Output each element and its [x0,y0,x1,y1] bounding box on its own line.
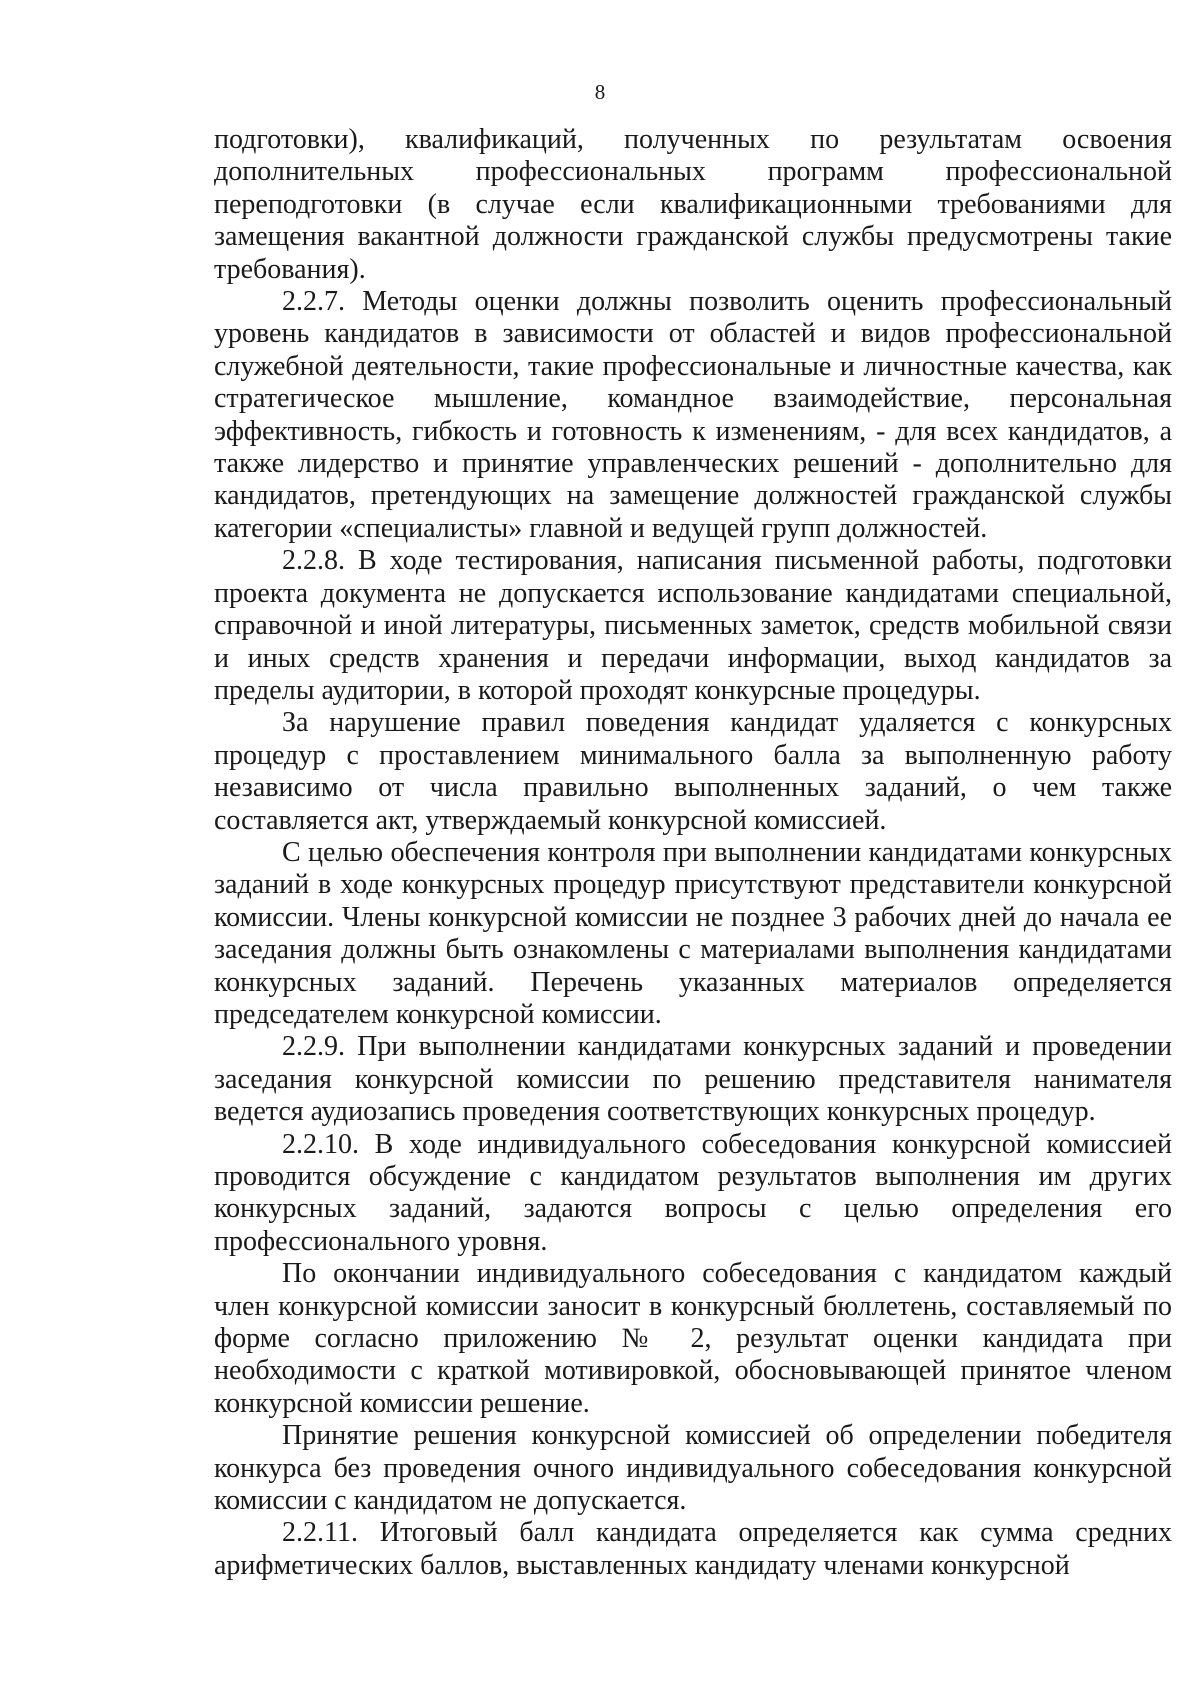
paragraph-control: С целью обеспечения контроля при выполнении кандидатами конкурсных заданий в ходе конкурсных процедур присутствуют представители конкурсной комиссии. Члены конкурсной комиссии не позднее 3 рабочих дней до начала ее заседания должны быть ознакомлены с материалами выполнения кандидатами конкурсных заданий. Перечень указанных материалов определяется председателем конкурсной комиссии. [214,836,1172,1030]
paragraph-2-2-8: 2.2.8. В ходе тестирования, написания письменной работы, подготовки проекта документа не допускается использование кандидатами специальной, справочной и иной литературы, письменных заметок, средств мобильной связи и иных средств хранения и передачи информации, выход кандидатов за пределы аудитории, в которой проходят конкурсные процедуры. [214,545,1172,706]
document-body [214,124,1172,1582]
paragraph-continuation: подготовки), квалификаций, полученных по результатам освоения дополнительных профессиональных программ профессиональной переподготовки (в случае если квалификационными требованиями для замещения вакантной должности гражданской службы предусмотрены такие требования). [214,124,1172,285]
paragraph-2-2-9: 2.2.9. При выполнении кандидатами конкурсных заданий и проведении заседания конкурсной комиссии по решению представителя нанимателя ведется аудиозапись проведения соответствующих конкурсных процедур. [214,1031,1172,1128]
paragraph-2-2-7: 2.2.7. Методы оценки должны позволить оценить профессиональный уровень кандидатов в зависимости от областей и видов профессиональной служебной деятельности, такие профессиональные и личностные качества, как стратегическое мышление, командное взаимодействие, персональная эффективность, гибкость и готовность к изменениям, - для всех кандидатов, а также лидерство и принятие управленческих решений - дополнительно для кандидатов, претендующих на замещение должностей гражданской службы категории «специалисты» главной и ведущей групп должностей. [214,286,1172,544]
paragraph-2-2-11: 2.2.11. Итоговый балл кандидата определяется как сумма средних арифметических баллов, выставленных кандидату членами конкурсной [214,1517,1172,1581]
page-number: 8 [594,80,606,104]
paragraph-decision: Принятие решения конкурсной комиссией об определении победителя конкурса без проведения очного индивидуального собеседования конкурсной комиссии с кандидатом не допускается. [214,1420,1172,1517]
paragraph-violation-rules: За нарушение правил поведения кандидат удаляется с конкурсных процедур с проставлением минимального балла за выполненную работу независимо от числа правильно выполненных заданий, о чем также составляется акт, утверждаемый конкурсной комиссией. [214,707,1172,836]
paragraph-ballot: По окончании индивидуального собеседования с кандидатом каждый член конкурсной комиссии заносит в конкурсный бюллетень, составляемый по форме согласно приложению № 2, результат оценки кандидата при необходимости с краткой мотивировкой, обосновывающей принятое членом конкурсной комиссии решение. [214,1258,1172,1419]
paragraph-2-2-10: 2.2.10. В ходе индивидуального собеседования конкурсной комиссией проводится обсуждение с кандидатом результатов выполнения им других конкурсных заданий, задаются вопросы с целью определения его профессионального уровня. [214,1128,1172,1257]
